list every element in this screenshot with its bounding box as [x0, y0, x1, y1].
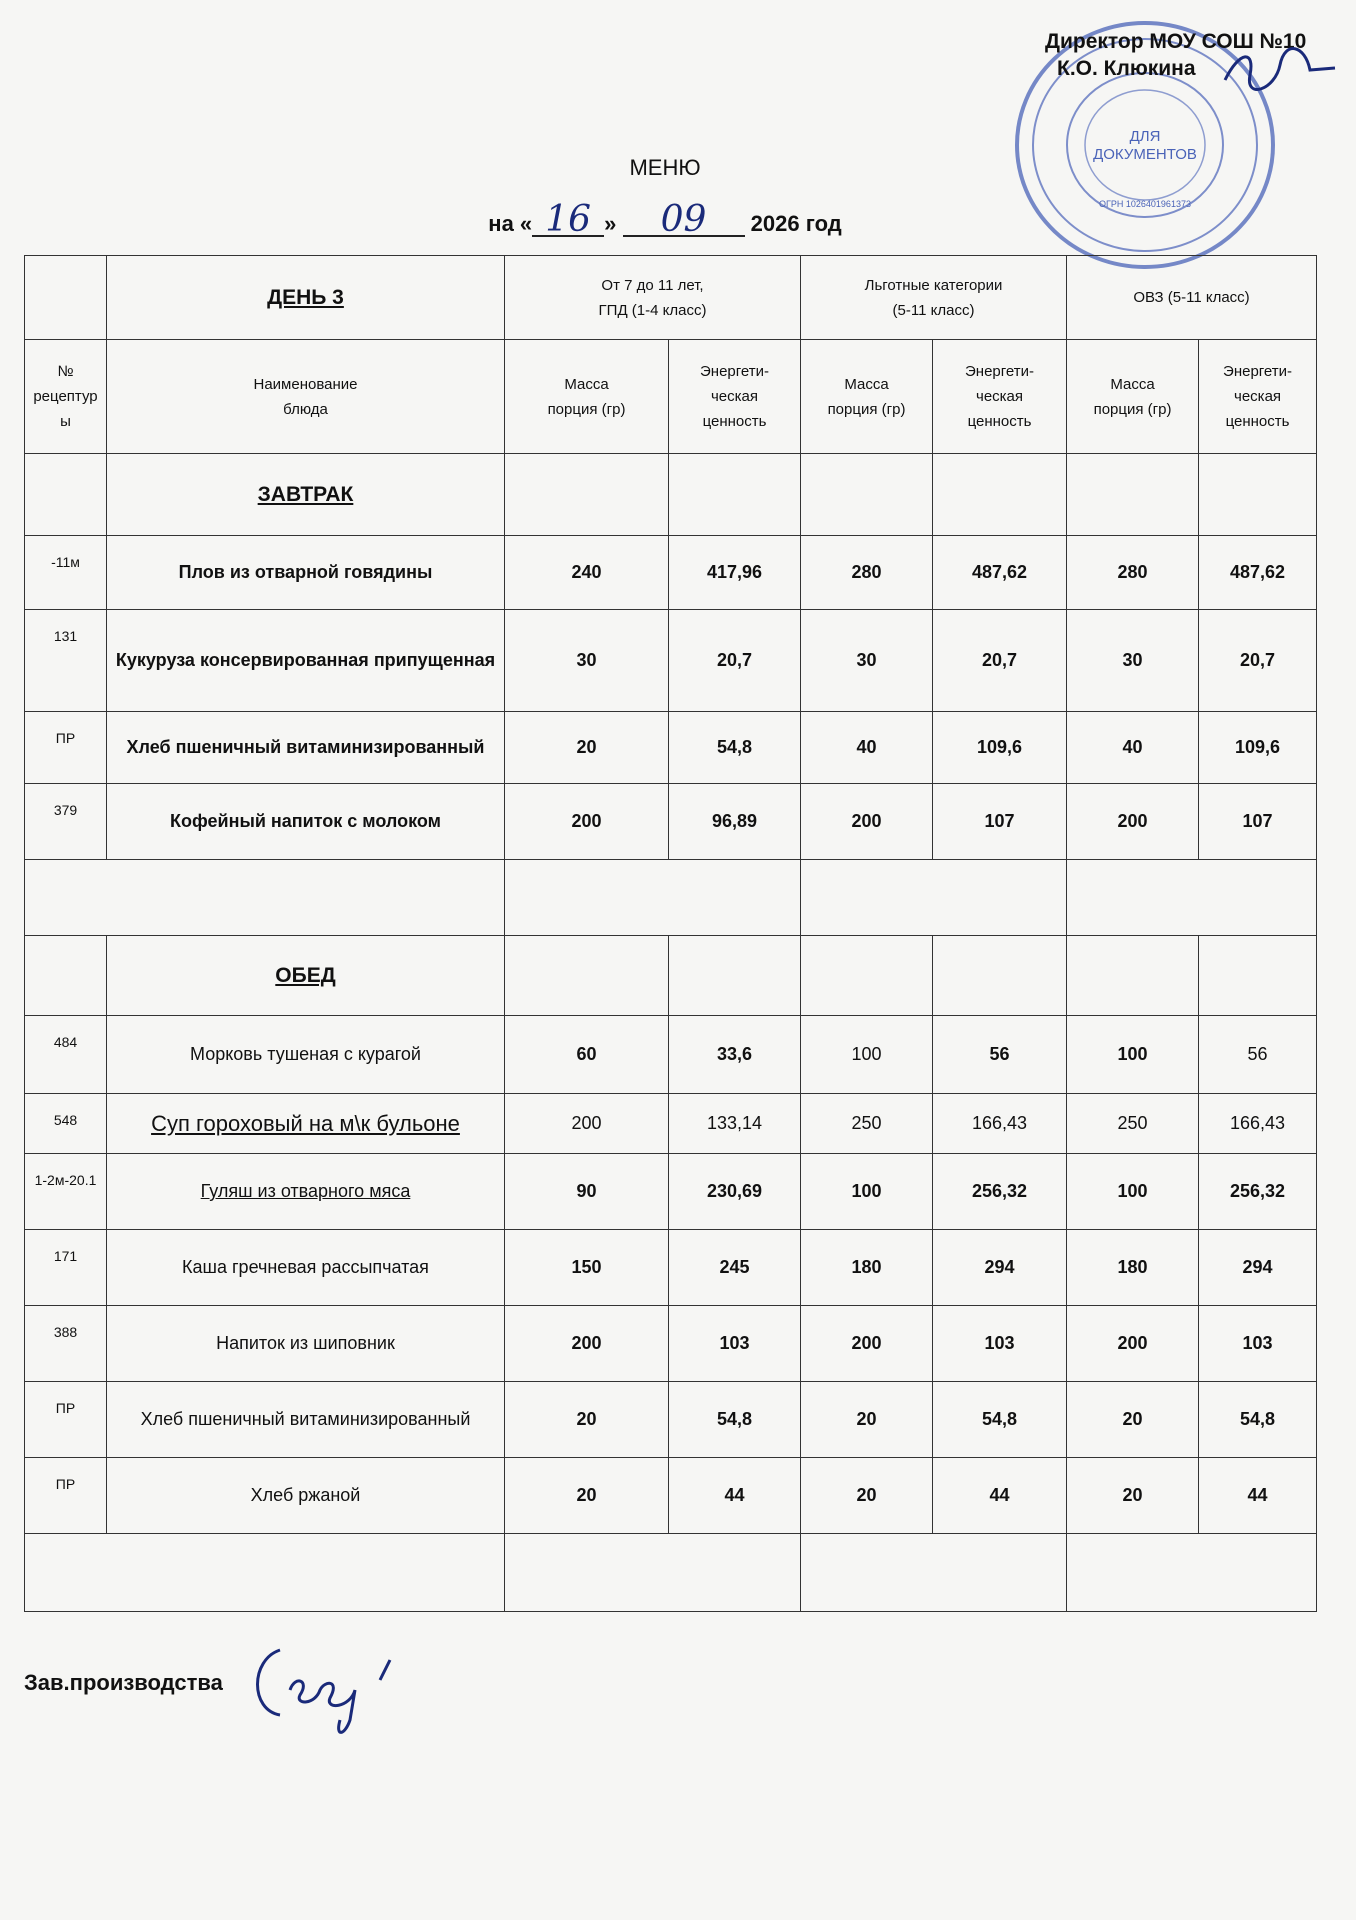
footer-label: Зав.производства	[24, 1670, 223, 1695]
value-cell: 200	[801, 784, 933, 860]
value-cell: 107	[1199, 784, 1317, 860]
table-row	[25, 1458, 1317, 1534]
date-suffix: 2026 год	[750, 211, 842, 236]
table-row	[25, 1094, 1317, 1154]
value-cell: 107	[933, 784, 1067, 860]
dish-name: Гуляш из отварного мяса	[107, 1154, 505, 1230]
value-cell: 487,62	[933, 536, 1067, 610]
value-cell: 100	[1067, 1016, 1199, 1094]
value-cell: 30	[801, 610, 933, 712]
col-mass-header: Масса порция (гр)	[801, 340, 933, 454]
stamp-ogrn: ОГРН 1026401961373	[1099, 199, 1191, 209]
value-cell: 294	[933, 1230, 1067, 1306]
recipe-code: 484	[25, 1016, 107, 1094]
col-energy-header: Энергети- ческая ценность	[1199, 340, 1317, 454]
value-cell: 180	[801, 1230, 933, 1306]
dish-name: Каша гречневая рассыпчатая	[107, 1230, 505, 1306]
value-cell: 20	[1067, 1382, 1199, 1458]
table-row	[25, 1154, 1317, 1230]
value-cell: 103	[933, 1306, 1067, 1382]
col-mass-header: Масса порция (гр)	[505, 340, 669, 454]
value-cell: 200	[505, 1094, 669, 1154]
recipe-code: 379	[25, 784, 107, 860]
section-lunch: ОБЕД	[107, 936, 505, 1016]
dish-name: Плов из отварной говядины	[107, 536, 505, 610]
value-cell: 133,14	[669, 1094, 801, 1154]
value-cell: 294	[1199, 1230, 1317, 1306]
value-cell: 109,6	[1199, 712, 1317, 784]
value-cell: 56	[933, 1016, 1067, 1094]
dish-name: Хлеб пшеничный витаминизированный	[107, 712, 505, 784]
empty-row	[25, 860, 1317, 936]
value-cell: 54,8	[1199, 1382, 1317, 1458]
table-row	[25, 712, 1317, 784]
value-cell: 54,8	[669, 712, 801, 784]
value-cell: 20,7	[933, 610, 1067, 712]
table-row	[25, 1306, 1317, 1382]
dish-name: Кофейный напиток с молоком	[107, 784, 505, 860]
value-cell: 256,32	[933, 1154, 1067, 1230]
value-cell: 230,69	[669, 1154, 801, 1230]
value-cell: 250	[1067, 1094, 1199, 1154]
stamp-text-2: ДОКУМЕНТОВ	[1093, 146, 1197, 163]
col-energy-header: Энергети- ческая ценность	[933, 340, 1067, 454]
value-cell: 100	[801, 1154, 933, 1230]
value-cell: 200	[1067, 1306, 1199, 1382]
date-day: 16	[532, 205, 604, 237]
dish-name: Хлеб пшеничный витаминизированный	[107, 1382, 505, 1458]
value-cell: 245	[669, 1230, 801, 1306]
recipe-code: 1-2м-20.1	[25, 1154, 107, 1230]
value-cell: 40	[1067, 712, 1199, 784]
value-cell: 20	[505, 1382, 669, 1458]
approval-line-1: Директор МОУ СОШ №10	[1045, 30, 1307, 53]
table-row	[25, 784, 1317, 860]
value-cell: 20	[801, 1382, 933, 1458]
section-breakfast: ЗАВТРАК	[107, 454, 505, 536]
value-cell: 44	[669, 1458, 801, 1534]
recipe-code: 548	[25, 1094, 107, 1154]
value-cell: 100	[801, 1016, 933, 1094]
value-cell: 44	[1199, 1458, 1317, 1534]
value-cell: 20	[505, 1458, 669, 1534]
value-cell: 103	[669, 1306, 801, 1382]
value-cell: 40	[801, 712, 933, 784]
value-cell: 240	[505, 536, 669, 610]
dish-name: Суп гороховый на м\к бульоне	[107, 1094, 505, 1154]
dish-name: Хлеб ржаной	[107, 1458, 505, 1534]
recipe-code: -11м	[25, 536, 107, 610]
value-cell: 20	[801, 1458, 933, 1534]
recipe-code: 171	[25, 1230, 107, 1306]
col-energy-header: Энергети- ческая ценность	[669, 340, 801, 454]
date-month: 09	[623, 205, 745, 237]
recipe-code: 388	[25, 1306, 107, 1382]
page-title: МЕНЮ	[629, 155, 701, 180]
value-cell: 250	[801, 1094, 933, 1154]
column-header-row	[25, 340, 1317, 454]
day-label: ДЕНЬ 3	[107, 256, 505, 340]
recipe-code: ПР	[25, 1382, 107, 1458]
value-cell: 166,43	[933, 1094, 1067, 1154]
value-cell: 44	[933, 1458, 1067, 1534]
group-header-2: Льготные категории (5-11 класс)	[801, 256, 1067, 340]
recipe-code: ПР	[25, 1458, 107, 1534]
director-signature	[1220, 40, 1340, 100]
value-cell: 180	[1067, 1230, 1199, 1306]
empty-row	[25, 1534, 1317, 1612]
col-code-header: № рецептур ы	[25, 340, 107, 454]
recipe-code: ПР	[25, 712, 107, 784]
value-cell: 20,7	[669, 610, 801, 712]
value-cell: 417,96	[669, 536, 801, 610]
value-cell: 150	[505, 1230, 669, 1306]
value-cell: 30	[1067, 610, 1199, 712]
value-cell: 20	[1067, 1458, 1199, 1534]
value-cell: 200	[505, 1306, 669, 1382]
col-mass-header: Масса порция (гр)	[1067, 340, 1199, 454]
value-cell: 200	[801, 1306, 933, 1382]
value-cell: 33,6	[669, 1016, 801, 1094]
value-cell: 103	[1199, 1306, 1317, 1382]
value-cell: 54,8	[933, 1382, 1067, 1458]
value-cell: 96,89	[669, 784, 801, 860]
col-name-header: Наименование блюда	[107, 340, 505, 454]
value-cell: 280	[801, 536, 933, 610]
value-cell: 30	[505, 610, 669, 712]
dish-name: Кукуруза консервированная припущенная	[107, 610, 505, 712]
menu-table	[24, 255, 1317, 1612]
value-cell: 60	[505, 1016, 669, 1094]
dish-name: Морковь тушеная с курагой	[107, 1016, 505, 1094]
table-row	[25, 1016, 1317, 1094]
value-cell: 100	[1067, 1154, 1199, 1230]
value-cell: 109,6	[933, 712, 1067, 784]
value-cell: 280	[1067, 536, 1199, 610]
table-row	[25, 1382, 1317, 1458]
value-cell: 166,43	[1199, 1094, 1317, 1154]
table-row	[25, 536, 1317, 610]
stamp-text-1: ДЛЯ	[1129, 128, 1161, 145]
production-signature	[240, 1620, 440, 1740]
value-cell: 90	[505, 1154, 669, 1230]
date-mid: »	[604, 211, 617, 236]
dish-name: Напиток из шиповник	[107, 1306, 505, 1382]
table-row	[25, 610, 1317, 712]
value-cell: 56	[1199, 1016, 1317, 1094]
value-cell: 256,32	[1199, 1154, 1317, 1230]
group-header-3: ОВЗ (5-11 класс)	[1067, 256, 1317, 340]
value-cell: 20,7	[1199, 610, 1317, 712]
approval-line-2: К.О. Клюкина	[1057, 57, 1196, 80]
value-cell: 200	[1067, 784, 1199, 860]
recipe-code: 131	[25, 610, 107, 712]
table-row	[25, 1230, 1317, 1306]
value-cell: 20	[505, 712, 669, 784]
value-cell: 200	[505, 784, 669, 860]
group-header-1: От 7 до 11 лет, ГПД (1-4 класс)	[505, 256, 801, 340]
value-cell: 54,8	[669, 1382, 801, 1458]
date-prefix: на «	[488, 211, 533, 236]
value-cell: 487,62	[1199, 536, 1317, 610]
